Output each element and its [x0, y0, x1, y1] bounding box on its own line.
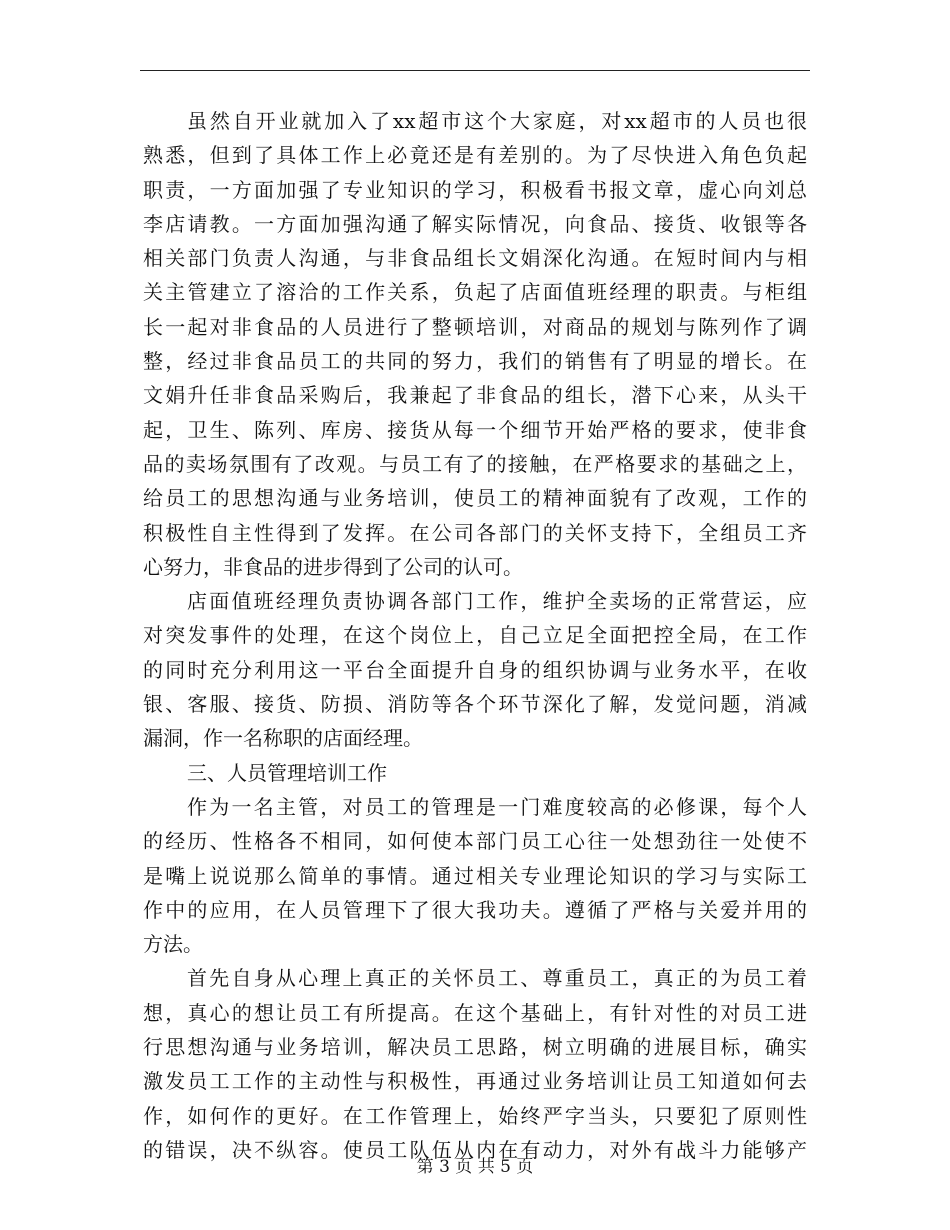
text-line: 给员工的思想沟通与业务培训，使员工的精神面貌有了改观，工作的: [143, 486, 807, 511]
header-rule: [140, 70, 810, 71]
text-line: 作为一名主管，对员工的管理是一门难度较高的必修课，每个人: [187, 794, 807, 819]
text-line: 职责，一方面加强了专业知识的学习，积极看书报文章，虚心向刘总: [143, 177, 807, 202]
text-line: 品的卖场氛围有了改观。与员工有了的接触，在严格要求的基础之上，: [143, 451, 807, 476]
text-line: 的同时充分利用这一平台全面提升自身的组织协调与业务水平，在收: [143, 657, 807, 682]
text-line: 激发员工工作的主动性与积极性，再通过业务培训让员工知道如何去: [143, 1069, 807, 1094]
text-line: 店面值班经理负责协调各部门工作，维护全卖场的正常营运，应: [187, 589, 807, 614]
page-footer: 第 3 页 共 5 页: [416, 1157, 534, 1177]
text-line: 漏洞，作一名称职的店面经理。: [143, 726, 423, 751]
text-line: 作，如何作的更好。在工作管理上，始终严字当头，只要犯了原则性: [143, 1103, 807, 1128]
text-line: 熟悉，但到了具体工作上必竟还是有差别的。为了尽快进入角色负起: [143, 143, 807, 168]
text-line: 相关部门负责人沟通，与非食品组长文娟深化沟通。在短时间内与相: [143, 246, 807, 271]
text-line: 首先自身从心理上真正的关怀员工、尊重员工，真正的为员工着: [187, 966, 807, 991]
text-line: 长一起对非食品的人员进行了整顿培训，对商品的规划与陈列作了调: [143, 314, 807, 339]
text-line: 方法。: [143, 932, 203, 957]
text-line: 是嘴上说说那么简单的事情。通过相关专业理论知识的学习与实际工: [143, 863, 807, 888]
text-line: 虽然自开业就加入了xx超市这个大家庭，对xx超市的人员也很: [187, 109, 807, 133]
text-line: 李店请教。一方面加强沟通了解实际情况，向食品、接货、收银等各: [143, 211, 807, 236]
text-line: 整，经过非食品员工的共同的努力，我们的销售有了明显的增长。在: [143, 349, 807, 374]
text-line: 想，真心的想让员工有所提高。在这个基础上，有针对性的对员工进: [143, 1000, 807, 1025]
text-line: 积极性自主性得到了发挥。在公司各部门的关怀支持下，全组员工齐: [143, 520, 807, 545]
text-line: 对突发事件的处理，在这个岗位上，自己立足全面把控全局，在工作: [143, 623, 807, 648]
text-line: 心努力，非食品的进步得到了公司的认可。: [143, 554, 523, 579]
section-heading: 三、人员管理培训工作: [187, 760, 387, 785]
text-line: 起，卫生、陈列、库房、接货从每一个细节开始严格的要求，使非食: [143, 417, 807, 442]
text-line: 文娟升任非食品采购后，我兼起了非食品的组长，潜下心来，从头干: [143, 383, 807, 408]
text-line: 的经历、性格各不相同，如何使本部门员工心往一处想劲往一处使不: [143, 829, 807, 854]
text-line: 银、客服、接货、防损、消防等各个环节深化了解，发觉问题，消减: [143, 692, 807, 717]
text-line: 的错误，决不纵容。使员工队伍从内在有动力，对外有战斗力能够产: [143, 1137, 807, 1162]
text-line: 关主管建立了溶洽的工作关系，负起了店面值班经理的职责。与柜组: [143, 280, 807, 305]
text-line: 作中的应用，在人员管理下了很大我功夫。遵循了严格与关爱并用的: [143, 897, 807, 922]
text-line: 行思想沟通与业务培训，解决员工思路，树立明确的进展目标，确实: [143, 1035, 807, 1060]
body-text: [143, 104, 807, 1167]
